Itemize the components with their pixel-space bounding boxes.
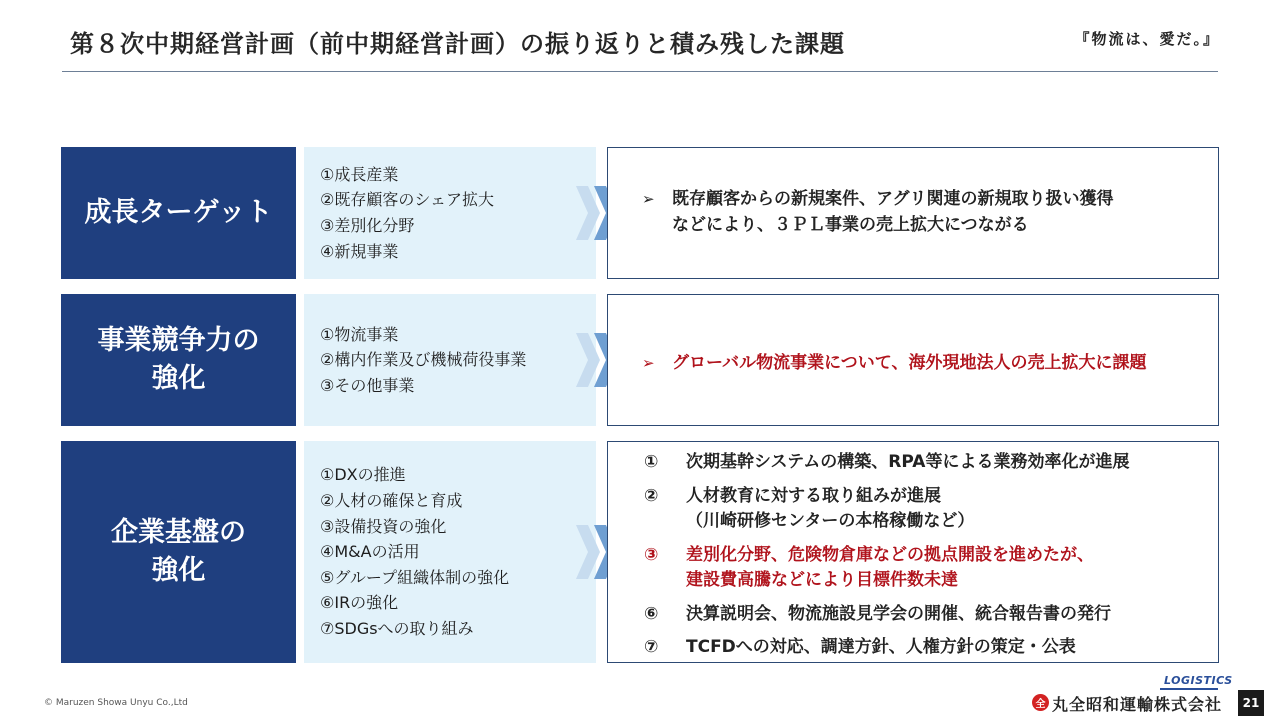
result-text: グローバル物流事業について、海外現地法人の売上拡大に課題 xyxy=(672,353,1147,373)
slogan: 『物流は、愛だ。』 xyxy=(1074,30,1220,48)
list-item: ④新規事業 xyxy=(320,241,399,261)
items-competitiveness xyxy=(304,294,596,426)
result-list-item xyxy=(644,450,1214,476)
bullet-arrow-icon: ➢ xyxy=(642,354,655,372)
page-number: 21 xyxy=(1238,690,1264,716)
list-item: ③設備投資の強化 xyxy=(320,516,447,536)
item-number: ③ xyxy=(644,544,659,565)
company-emblem-icon: 全 xyxy=(1032,694,1049,711)
title-divider xyxy=(62,71,1218,72)
list-item: ①物流事業 xyxy=(320,324,399,344)
list-item: ④M&Aの活用 xyxy=(320,542,420,562)
result-list-item xyxy=(644,635,1214,661)
result-box-corporate-foundation xyxy=(607,441,1219,663)
result-text: 既存顧客からの新規案件、アグリ関連の新規取り扱い獲得 などにより、３ＰＬ事業の売上拡大につながる xyxy=(672,189,1114,235)
list-item: ②既存顧客のシェア拡大 xyxy=(320,190,495,210)
list-item: ③その他事業 xyxy=(320,375,415,395)
result-list-item xyxy=(644,602,1214,628)
item-text: 次期基幹システムの構築、RPA等による業務効率化が進展 xyxy=(686,452,1130,472)
copyright: © Maruzen Showa Unyu Co.,Ltd xyxy=(44,698,188,708)
row-label-corporate-foundation: 企業基盤の 強化 xyxy=(61,441,296,663)
list-item: ②人材の確保と育成 xyxy=(320,491,463,511)
list-item: ②構内作業及び機械荷役事業 xyxy=(320,350,527,370)
result-box-competitiveness xyxy=(607,294,1219,426)
item-text: TCFDへの対応、調達方針、人権方針の策定・公表 xyxy=(686,637,1076,657)
item-text: 決算説明会、物流施設見学会の開催、統合報告書の発行 xyxy=(686,603,1111,624)
item-number: ⑥ xyxy=(644,603,659,624)
item-number: ⑦ xyxy=(644,637,659,657)
bullet-arrow-icon: ➢ xyxy=(642,190,655,208)
page-title: 第８次中期経営計画（前中期経営計画）の振り返りと積み残した課題 xyxy=(70,30,845,58)
row-label-growth-target: 成長ターゲット xyxy=(61,147,296,279)
item-number: ① xyxy=(644,452,659,472)
logo-underline xyxy=(1160,688,1218,690)
company-logo xyxy=(1032,674,1233,714)
list-item: ③差別化分野 xyxy=(320,216,415,235)
item-text: 差別化分野、危険物倉庫などの拠点開設を進めたが、 建設費高騰などにより目標件数未達 xyxy=(686,544,1094,590)
result-list-item xyxy=(644,543,1214,594)
list-item: ⑤グループ組織体制の強化 xyxy=(320,567,510,587)
company-name: 丸全昭和運輸株式会社 xyxy=(1052,695,1223,714)
items-corporate-foundation xyxy=(304,441,596,663)
result-list-item xyxy=(644,484,1214,535)
list-item: ①DXの推進 xyxy=(320,465,406,485)
item-number: ② xyxy=(644,485,659,506)
row-label-competitiveness: 事業競争力の 強化 xyxy=(61,294,296,426)
list-item: ①成長産業 xyxy=(320,164,399,184)
list-item: ⑥IRの強化 xyxy=(320,593,399,613)
list-item: ⑦SDGsへの取り組み xyxy=(320,618,474,638)
item-text: 人材教育に対する取り組みが進展 （川崎研修センターの本格稼働など） xyxy=(686,485,975,531)
result-box-growth-target xyxy=(607,147,1219,279)
logistics-logo-mark: LOGISTICS xyxy=(1164,674,1233,687)
items-growth-target xyxy=(304,147,596,279)
